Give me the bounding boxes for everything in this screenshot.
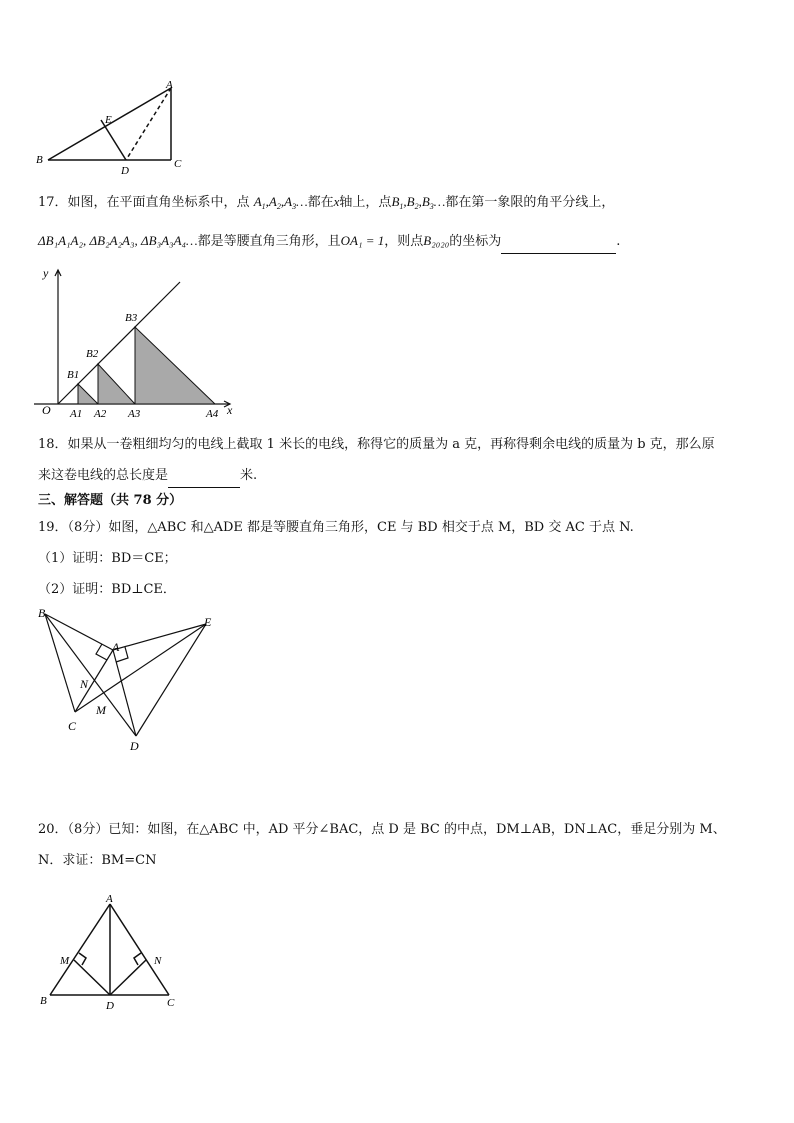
q18-answer-blank[interactable] bbox=[168, 469, 240, 488]
q18-line2 bbox=[38, 467, 257, 488]
fig17-label-b1: B1 bbox=[67, 369, 80, 381]
q17-x-var: x bbox=[333, 194, 340, 209]
fig19-label-b: B bbox=[38, 606, 46, 620]
q17-text-part3: 轴上，点 bbox=[339, 195, 392, 210]
fig16-label-d: D bbox=[121, 165, 129, 177]
q19-part2: （2）证明：BD⊥CE． bbox=[38, 582, 176, 597]
fig19-label-c: C bbox=[68, 719, 77, 733]
q20-line1: 20．（8分）已知：如图，在△ABC 中，AD 平分∠BAC，点 D 是 BC 的中点，DM⊥AB，DN⊥AC，垂足分别为 M、 bbox=[38, 822, 726, 837]
q17-text-part2: 都在 bbox=[307, 195, 334, 210]
figure-q16 bbox=[30, 78, 200, 178]
fig19-label-e: E bbox=[204, 615, 212, 629]
figure-q20 bbox=[30, 892, 190, 1014]
fig16-label-c: C bbox=[174, 158, 182, 170]
q17-oa1: OA₁ = 1 bbox=[340, 233, 385, 248]
fig19-label-a: A bbox=[112, 640, 120, 654]
fig20-label-m: M bbox=[60, 955, 70, 967]
fig17-triangle-1 bbox=[78, 384, 98, 404]
fig20-label-d: D bbox=[106, 1000, 114, 1012]
figure-q19 bbox=[30, 604, 230, 754]
fig19-label-d: D bbox=[130, 739, 139, 753]
q17-a-sequence: $A_1,A_2,A_3\dots$ bbox=[253, 194, 308, 211]
fig20-label-n: N bbox=[154, 955, 162, 967]
fig16-label-e: E bbox=[105, 114, 112, 126]
fig17-label-b2: B2 bbox=[86, 348, 99, 360]
fig17-label-a4: A4 bbox=[206, 408, 219, 420]
q19-part1: （1）证明：BD＝CE； bbox=[38, 551, 177, 566]
fig17-label-a2: A2 bbox=[94, 408, 107, 420]
q18-text-a: 来这卷电线的总长度是 bbox=[38, 468, 169, 483]
fig20-label-a: A bbox=[106, 893, 113, 905]
fig17-label-x: x bbox=[227, 403, 233, 417]
q17-line1 bbox=[38, 193, 614, 216]
fig17-triangle-3 bbox=[135, 327, 215, 404]
q17-b2020: B₂₀₂₀ bbox=[423, 233, 450, 248]
q18-text-b: 米. bbox=[240, 468, 258, 483]
fig17-label-o: O bbox=[42, 403, 51, 417]
q17-answer-blank[interactable] bbox=[501, 235, 616, 254]
section-3-title: 三、解答题（共 78 分） bbox=[38, 493, 183, 508]
figure-q17 bbox=[30, 262, 250, 422]
q17-text-part6: ，则点 bbox=[384, 234, 424, 249]
q17-line2 bbox=[38, 232, 620, 254]
q17-text-part5: 都是等腰直角三角形，且 bbox=[197, 234, 341, 249]
q17-triangle-seq: ΔB₁A₁A₂, ΔB₂A₂A₃, ΔB₃A₃A₄… bbox=[38, 233, 198, 248]
fig16-label-b: B bbox=[36, 154, 43, 166]
q18-line1: 18．如果从一卷粗细均匀的电线上截取 1 米长的电线，称得它的质量为 a 克，再称得剩余电线的质量为 b 克，那么原 bbox=[38, 437, 715, 452]
q19-stem: 19．（8分）如图，△ABC 和△ADE 都是等腰直角三角形，CE 与 BD 相交于点 M，BD 交 AC 于点 N. bbox=[38, 520, 634, 535]
fig17-triangle-2 bbox=[98, 364, 135, 404]
fig20-label-b: B bbox=[40, 995, 47, 1007]
q17-b-sequence: $B_1,B_2,B_3\dots$ bbox=[391, 194, 446, 211]
q17-text-part7: 的坐标为 bbox=[449, 234, 502, 249]
fig19-label-n: N bbox=[80, 677, 89, 691]
q20-line2: N．求证：BM=CN bbox=[38, 853, 157, 868]
fig16-label-a: A bbox=[166, 79, 173, 91]
fig17-label-a1: A1 bbox=[70, 408, 83, 420]
fig17-label-b3: B3 bbox=[125, 312, 138, 324]
q17-text-part4: 都在第一象限的角平分线上， bbox=[445, 195, 615, 210]
fig17-label-a3: A3 bbox=[128, 408, 141, 420]
fig17-label-y: y bbox=[43, 266, 49, 280]
fig20-label-c: C bbox=[167, 997, 175, 1009]
q17-end: . bbox=[616, 234, 621, 249]
q17-number: 17． bbox=[38, 195, 68, 210]
q17-text-part1: 如图，在平面直角坐标系中，点 bbox=[67, 195, 250, 210]
fig19-label-m: M bbox=[96, 703, 106, 717]
